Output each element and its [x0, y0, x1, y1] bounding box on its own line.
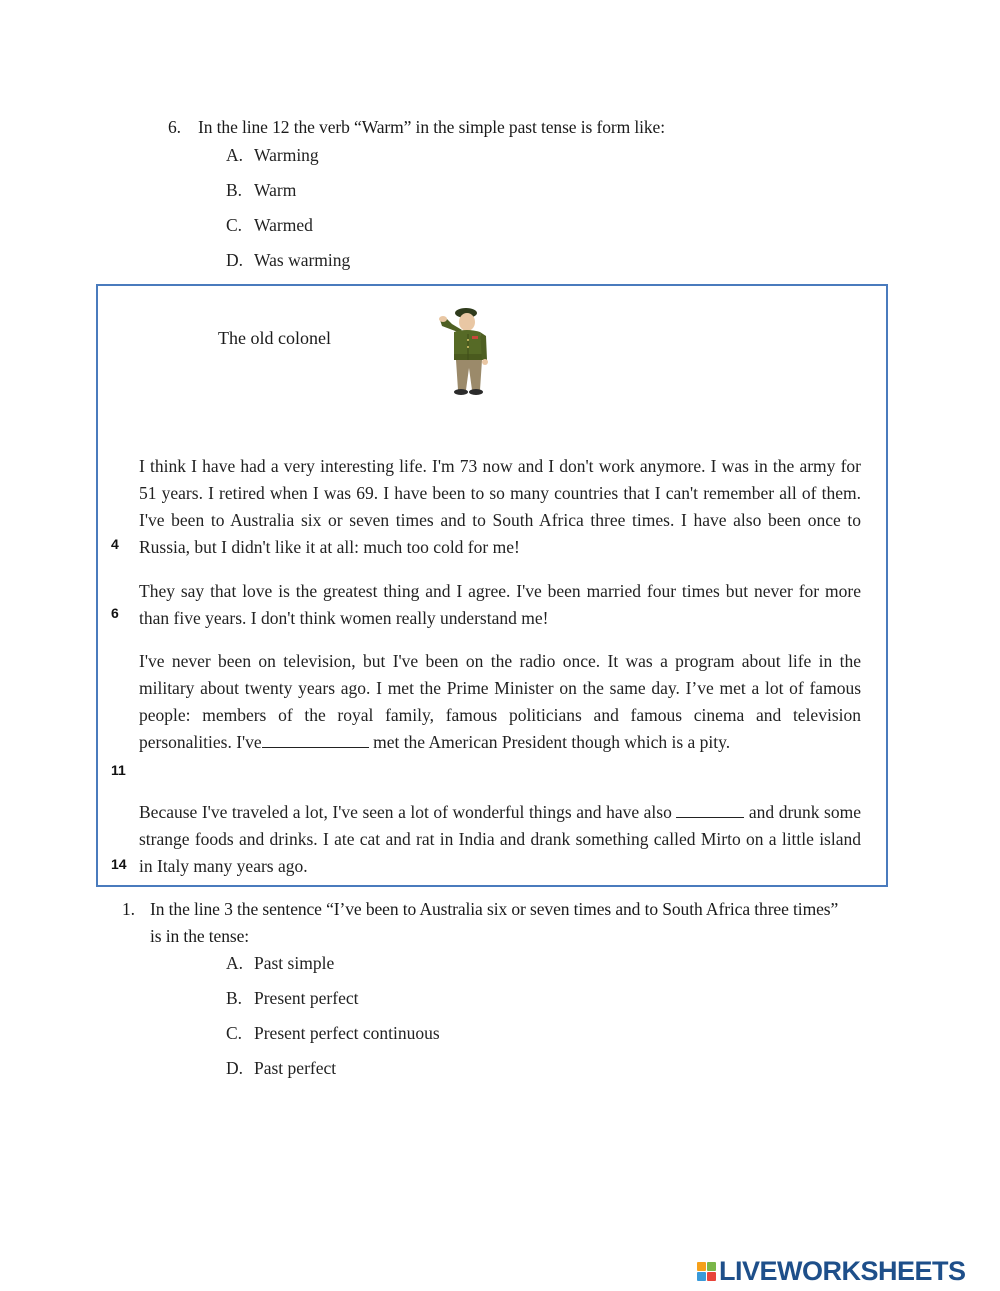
question-text: In the line 12 the verb “Warm” in the simple past tense is form like:: [198, 117, 665, 137]
option-d[interactable]: D. Was warming: [226, 250, 351, 270]
logo-mark-icon: [697, 1262, 716, 1281]
question-number: 1.: [122, 899, 135, 919]
logo-square: [707, 1262, 716, 1271]
question-1-options: [226, 952, 440, 1092]
fill-in-blank-2[interactable]: [676, 802, 744, 818]
option-b[interactable]: B. Present perfect: [226, 988, 359, 1008]
passage-paragraph-4: Because I've traveled a lot, I've seen a lot of wonderful things and have also and drunk some strange foods and drinks. I ate cat and rat in India and drank something called Mirto on a little island in Italy many years ago.: [139, 802, 861, 876]
passage-paragraph-3: I've never been on television, but I've been on the radio once. It was a program about life in the military about twenty years ago. I met the Prime Minister on the same day. I’ve met a lot of famous people: members of the royal family, famous politicians and famous cinema and television personalities. I've met the American President though which is a pity.: [139, 651, 861, 752]
option-d[interactable]: D. Past perfect: [226, 1058, 337, 1078]
fill-in-blank-1[interactable]: [262, 732, 369, 748]
reading-passage-box: [96, 284, 888, 887]
line-number: 4: [111, 536, 119, 552]
option-c[interactable]: C. Present perfect continuous: [226, 1023, 440, 1043]
passage-paragraph-2: They say that love is the greatest thing and I agree. I've been married four times but never for more than five years. I don't think women really understand me!: [139, 581, 861, 628]
line-number: 6: [111, 605, 119, 621]
option-a[interactable]: A. Past simple: [226, 953, 335, 973]
option-b[interactable]: B. Warm: [226, 180, 297, 200]
question-number: 6.: [168, 117, 181, 137]
passage-paragraph-1: I think I have had a very interesting life. I'm 73 now and I don't work anymore. I was in the army for 51 years. I retired when I was 69. I have been to so many countries that I can't remember all of them. I've been to Australia six or seven times and to South Africa three times. I have also been once to Russia, but I didn't like it at all: much too cold for me!: [139, 456, 861, 557]
logo-square: [697, 1262, 706, 1271]
option-c[interactable]: C. Warmed: [226, 215, 313, 235]
option-a[interactable]: A. Warming: [226, 145, 319, 165]
logo-square: [697, 1272, 706, 1281]
logo-square: [707, 1272, 716, 1281]
logo-text: LIVEWORKSHEETS: [719, 1255, 966, 1286]
question-text: In the line 3 the sentence “I’ve been to Australia six or seven times and to South Africa three times” is in the tense:: [150, 899, 839, 946]
passage-title: The old colonel: [218, 328, 331, 348]
question-1-stem: [122, 896, 850, 950]
line-number: 14: [111, 856, 127, 872]
line-number: 11: [111, 762, 126, 778]
question-6-options: [226, 144, 350, 284]
saluting-soldier-icon: [430, 304, 494, 398]
liveworksheets-logo: [697, 1257, 966, 1285]
question-6-stem: [168, 114, 665, 141]
